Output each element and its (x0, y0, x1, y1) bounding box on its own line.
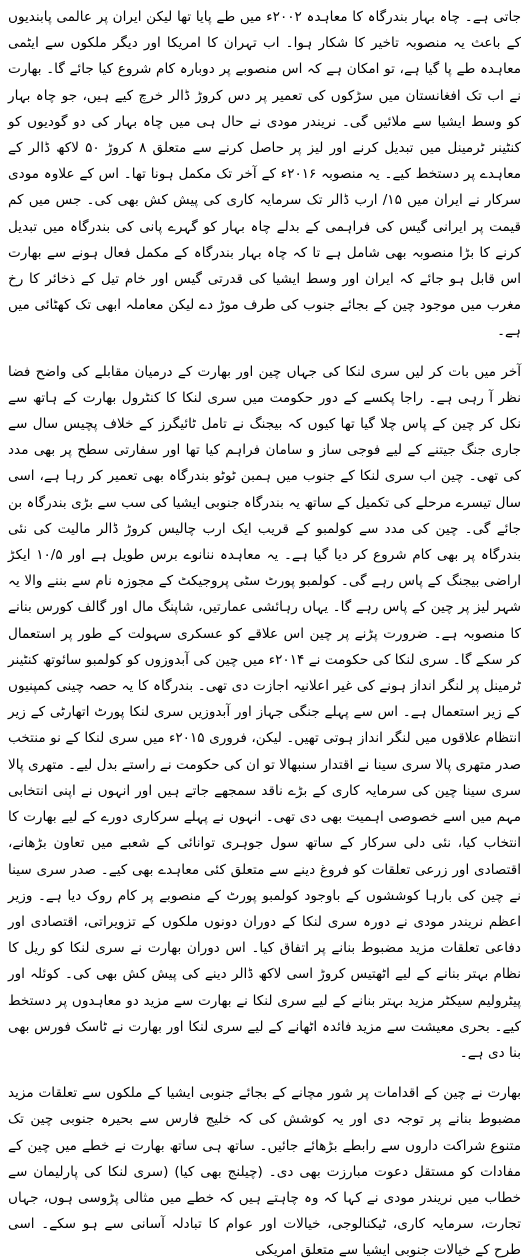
paragraph-gap (8, 1066, 521, 1080)
paragraph-india-strategy: بھارت نے چین کے اقدامات پر شور مچانے کے بجائے جنوبی ایشیا کے ملکوں سے تعلقات مزید مضبوط بنانے پر توجہ دی اور یہ کوشش کی کہ خلیج فارس سے بحیرہ جنوبی چین تک متنوع شراکت داروں سے رابطے بڑھائے جائیں۔ ساتھ ہی ساتھ بھارت نے خطے میں چین کے مفادات کو مستقل دعوت مبارزت بھی دی۔ (چیلنج بھی کیا) (سری لنکا کی پارلیمان سے خطاب میں نریندر مودی نے کہا کہ وہ چاہتے ہیں کہ خطے میں مثالی پڑوسی ہوں، جہاں تجارت، سرمایہ کاری، ٹیکنالوجی، خیالات اور عوام کا تبادلہ آسانی سے ہو سکے۔ اسی طرح کے خیالات جنوبی ایشیا سے متعلق امریکی (8, 1085, 521, 1258)
paragraph-sri-lanka: آخر میں بات کر لیں سری لنکا کی جہاں چین اور بھارت کے درمیان مقابلے کی واضح فضا نظر آ رہی ہے۔ راجا پکسے کے دور حکومت میں سری لنکا کا کنٹرول بھارت کے ہاتھ سے نکل کر چین کے پاس چلا گیا تھا کیوں کہ بیجنگ نے تامل ٹائیگرز کے خلاف پچیس سال سے جاری جنگ جیتنے کے لیے فوجی ساز و سامان فراہم کیا تھا اور سفارتی سطح پر بھی مدد کی تھی۔ چین اب سری لنکا کے جنوب میں ہمبن ٹوٹو بندرگاہ بھی تعمیر کر رہا ہے، اسی سال تیسرے مرحلے کی تکمیل کے ساتھ یہ بندرگاہ جنوبی ایشیا کی سب سے بڑی بندرگاہ بن جائے گی۔ چین کی مدد سے کولمبو کے قریب ایک ارب چالیس کروڑ ڈالر مالیت کی نئی بندرگاہ پر بھی کام شروع کر دیا گیا ہے۔ یہ معاہدہ ننانوے برس طویل ہے اور ۱۰/۵ ایکڑ اراضی بیجنگ کے پاس رہے گی۔ کولمبو پورٹ سٹی پروجیکٹ کے مجوزہ نام سے بننے والا یہ شہر لیز پر چین کے پاس رہے گا۔ یہاں رہائشی عمارتیں، شاپنگ مال اور گالف کورس بنانے کا منصوبہ ہے۔ ضرورت پڑنے پر چین اس علاقے کو عسکری سہولت کے طور پر استعمال کر سکے گا۔ سری لنکا کی حکومت نے ۲۰۱۴ء میں چین کی آبدوزوں کو کولمبو سائوتھ کنٹینر ٹرمینل پر لنگر انداز ہونے کی غیر اعلانیہ اجازت دی تھی۔ بندرگاہ کا یہ حصہ چینی کمپنیوں کے زیر استعمال ہے۔ اس سے پہلے جنگی جہاز اور آبدوزیں سری لنکا پورٹ اتھارٹی کے زیر انتظام علاقوں میں لنگر انداز ہوتی تھیں۔ لیکن، فروری ۲۰۱۵ء میں سری لنکا کے نو منتخب صدر متھری پالا سری سینا نے اقتدار سنبھالا تو ان کی حکومت نے راستے بدل لیے۔ متھری پالا سری سینا چین کی سرمایہ کاری کے بڑے ناقد سمجھے جاتے ہیں اور انہوں نے اپنی انتخابی مہم میں اسے خصوصی اہمیت بھی دی تھی۔ انہوں نے پہلے سرکاری دورے کے لیے بھارت کا انتخاب کیا، نئی دلی سرکار کے ساتھ سول جوہری توانائی کے شعبے میں تعاون بڑھانے، اقتصادی اور زرعی تعلقات کو فروغ دینے سے متعلق کئی معاہدے بھی کیے۔ صدر سری سینا نے چین کی بارہا کوششوں کے باوجود کولمبو پورٹ کے منصوبے پر کام روک دیا ہے۔ وزیر اعظم نریندر مودی نے دورہ سری لنکا کے دوران دونوں ملکوں کے تزویراتی، اقتصادی اور دفاعی تعلقات مزید مضبوط بنانے پر اتفاق کیا۔ اس دوران بھارت نے سری لنکا کو ریل کا نظام بہتر بنانے کے لیے اٹھتیس کروڑ اسی لاکھ ڈالر دینے کی پیش کش بھی کی۔ کوئلہ اور پیٹرولیم سیکٹر مزید بہتر بنانے کے لیے سری لنکا نے بھارت سے مزید دو معاہدوں پر دستخط کیے۔ بحری معیشت سے مزید فائدہ اٹھانے کے لیے سری لنکا اور بھارت نے ٹاسک فورس بھی بنا دی ہے۔ (8, 363, 521, 1061)
paragraph-gap (8, 345, 521, 359)
paragraph-chabahar: جاتی ہے۔ چاہ بہار بندرگاہ کا معاہدہ ۲۰۰۲ء میں طے پایا تھا لیکن ایران پر عالمی پابندیوں کے باعث یہ منصوبہ تاخیر کا شکار ہوا۔ اب تہران کا امریکا اور دیگر ملکوں سے ایٹمی معاہدہ طے پا گیا ہے، تو امکان ہے کہ اس منصوبے پر دوبارہ کام شروع کیا جائے گا۔ بھارت نے اب تک افغانستان میں سڑکوں کی تعمیر پر دس کروڑ ڈالر خرچ کیے ہیں، جو چاہ بہار کو وسط ایشیا سے ملائیں گی۔ نریندر مودی نے حال ہی میں چاہ بہار کی دو گودیوں کو کنٹینر ٹرمینل میں تبدیل کرنے اور لیز پر حاصل کرنے سے متعلق ۸ کروڑ ۵۰ لاکھ ڈالر کے معاہدے پر دستخط کیے۔ یہ منصوبہ ۲۰۱۶ء کے آخر تک مکمل ہونا تھا۔ اس کے علاوہ مودی سرکار نے ایران میں ۱۵/ ارب ڈالر تک سرمایہ کاری کی پیش کش بھی کی۔ جس میں کم قیمت پر ایرانی گیس کی فراہمی کے بدلے چاہ بہار کو گہرے پانی کی بندرگاہ میں تبدیل کرنے کا بڑا منصوبہ بھی شامل ہے تا کہ چاہ بہار بندرگاہ کے مکمل فعال ہونے سے بھارت اس قابل ہو جائے کہ ایران اور وسط ایشیا کی قدرتی گیس اور خام تیل کے ذخائر کا رخ مغرب میں موجود چین کے بجائے جنوب کی طرف موڑ دے لیکن معاملہ ابھی تک کھٹائی میں ہے۔ (8, 9, 522, 340)
